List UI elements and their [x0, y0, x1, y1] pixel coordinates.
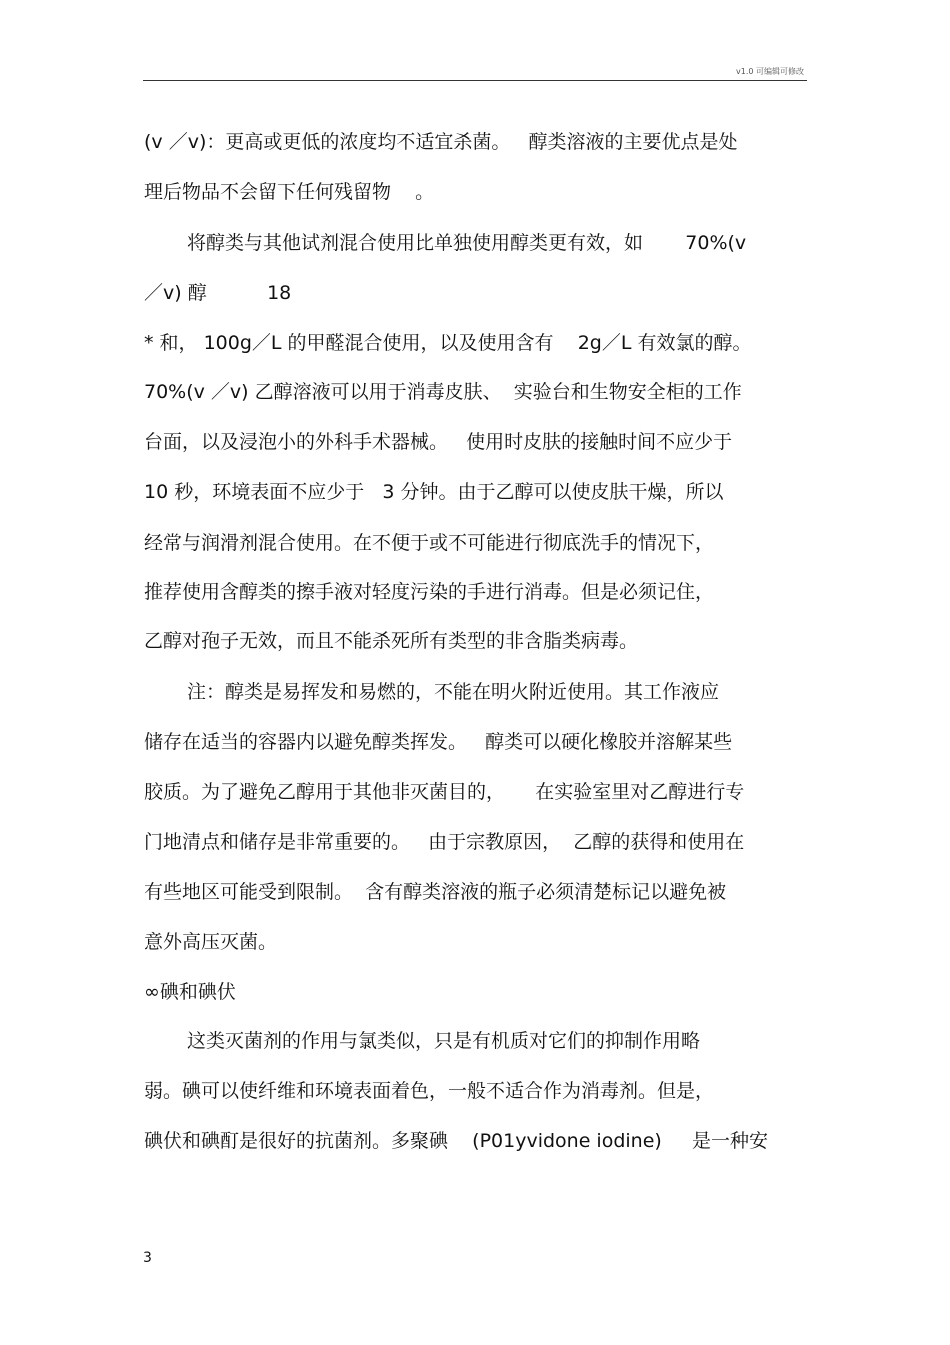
text-line: 胶质。为了避免乙醇用于其他非灭菌目的， 在实验室里对乙醇进行专: [144, 781, 745, 803]
text-line: 10 秒，环境表面不应少于 3 分钟。由于乙醇可以使皮肤干燥，所以: [144, 481, 724, 503]
header-version-note: v1.0 可编辑可修改: [736, 67, 804, 76]
text-line: 台面，以及浸泡小的外科手术器械。 使用时皮肤的接触时间不应少于: [144, 431, 733, 453]
text-line: 有些地区可能受到限制。 含有醇类溶液的瓶子必须清楚标记以避免被: [144, 881, 727, 903]
text-line: 这类灭菌剂的作用与氯类似，只是有机质对它们的抑制作用略: [187, 1030, 701, 1052]
text-line: 门地清点和储存是非常重要的。 由于宗教原因， 乙醇的获得和使用在: [144, 831, 745, 853]
text-line: ／v) 醇 18: [144, 282, 292, 304]
section-heading: ∞碘和碘伏: [144, 981, 236, 1003]
text-line: 经常与润滑剂混合使用。在不便于或不可能进行彻底洗手的情况下，: [144, 532, 715, 554]
page-number: 3: [143, 1250, 152, 1266]
text-line: 意外高压灭菌。: [144, 931, 278, 953]
text-line: 理后物品不会留下任何残留物 。: [144, 181, 435, 203]
text-line: 注：醇类是易挥发和易燃的，不能在明火附近使用。其工作液应: [187, 681, 720, 703]
text-line: * 和， 100g／L 的甲醛混合使用，以及使用含有 2g／L 有效氯的醇。: [144, 332, 752, 354]
text-line: 储存在适当的容器内以避免醇类挥发。 醇类可以硬化橡胶并溶解某些: [144, 731, 733, 753]
text-line: 乙醇对孢子无效，而且不能杀死所有类型的非含脂类病毒。: [144, 630, 639, 652]
text-line: 碘伏和碘酊是很好的抗菌剂。多聚碘 (P01yvidone iodine) 是一种安: [144, 1130, 769, 1152]
text-line: (v ／v)：更高或更低的浓度均不适宜杀菌。 醇类溶液的主要优点是处: [144, 131, 738, 153]
text-line: 将醇类与其他试剂混合使用比单独使用醇类更有效，如 70%(v: [187, 232, 747, 254]
header-rule: [143, 80, 807, 81]
text-line: 弱。碘可以使纤维和环境表面着色，一般不适合作为消毒剂。但是，: [144, 1080, 715, 1102]
text-line: 70%(v ／v) 乙醇溶液可以用于消毒皮肤、 实验台和生物安全柜的工作: [144, 381, 742, 403]
text-line: 推荐使用含醇类的擦手液对轻度污染的手进行消毒。但是必须记住，: [144, 581, 715, 603]
